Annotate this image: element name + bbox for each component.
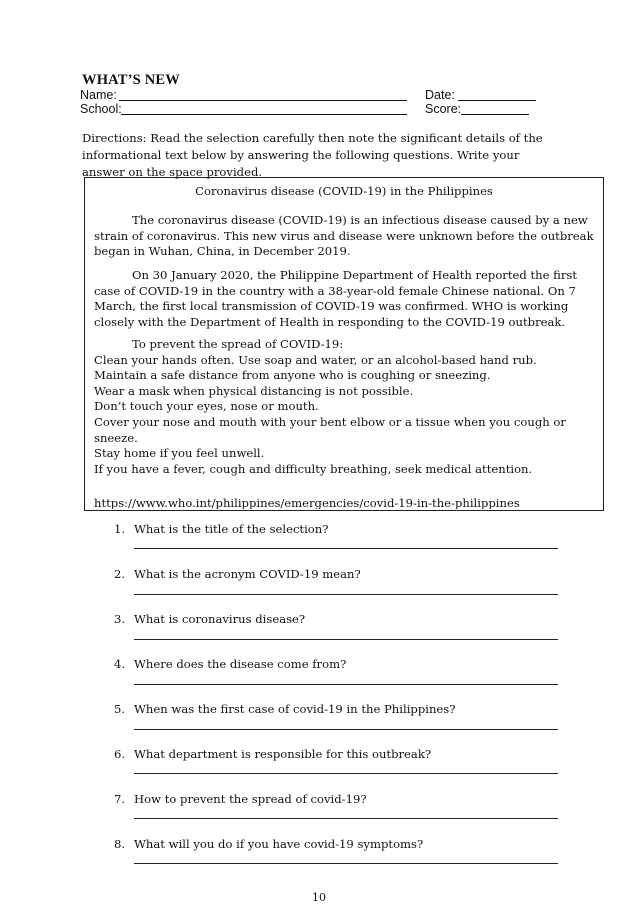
answer-line[interactable] [134, 863, 558, 864]
prevention-tip: Stay home if you feel unwell. [94, 446, 265, 461]
score-label: Score: [425, 102, 462, 116]
school-label: School: [80, 102, 122, 116]
question-text: What is the title of the selection? [134, 522, 329, 536]
answer-line[interactable] [134, 639, 558, 640]
prevention-tip: Wear a mask when physical distancing is not possible. [94, 383, 414, 398]
question-number: 3. [114, 612, 126, 626]
answer-line[interactable] [134, 594, 558, 595]
prevention-tip: Cover your nose and mouth with your bent elbow or a tissue when you cough or sneeze. [94, 414, 566, 445]
answer-line[interactable] [134, 818, 558, 819]
prevention-tip: Maintain a safe distance from anyone who is coughing or sneezing. [94, 368, 491, 383]
answer-line[interactable] [134, 773, 558, 774]
question-number: 5. [114, 702, 126, 716]
date-label: Date: [425, 88, 455, 102]
question-number: 2. [114, 567, 126, 581]
answer-line[interactable] [134, 548, 558, 549]
prevention-tip: Don’t touch your eyes, nose or mouth. [94, 399, 319, 414]
selection-paragraph-1: The coronavirus disease (COVID-19) is an infectious disease caused by a new strain of coronavirus. This new virus and disease were unknown before the outbreak began in Wuhan, China, in December 2019. [94, 213, 594, 259]
page-number: 10 [312, 891, 326, 904]
answer-line[interactable] [134, 729, 558, 730]
question-number: 4. [114, 657, 126, 671]
answer-line[interactable] [134, 684, 558, 685]
selection-paragraph-2: On 30 January 2020, the Philippine Department of Health reported the first case of COVID-19 in the country with a 38-year-old female Chinese national. On 7 March, the first local transmission of COVID-19 was confirmed. WHO is working closely with the Department of Health in responding to the COVID-19 outbreak. [94, 268, 578, 329]
question-text: What is the acronym COVID-19 mean? [134, 567, 361, 581]
question-text: How to prevent the spread of covid-19? [134, 792, 367, 806]
question-text: What department is responsible for this outbreak? [134, 747, 432, 761]
prevention-tip: Clean your hands often. Use soap and water, or an alcohol-based hand rub. [94, 352, 537, 367]
question-text: Where does the disease come from? [134, 657, 347, 671]
directions-text: Directions: Read the selection carefully then note the significant details of the informational text below by answering the following questions. Write your answer on the space provided. [82, 131, 543, 179]
question-text: What will you do if you have covid-19 symptoms? [134, 837, 424, 851]
question-number: 6. [114, 747, 126, 761]
question-text: What is coronavirus disease? [134, 612, 306, 626]
question-number: 1. [114, 522, 126, 536]
selection-title: Coronavirus disease (COVID-19) in the Philippines [195, 184, 493, 198]
name-label: Name: [80, 88, 117, 102]
section-heading: WHAT’S NEW [82, 72, 181, 88]
question-number: 8. [114, 837, 126, 851]
source-url: https://www.who.int/philippines/emergencies/covid-19-in-the-philippines [94, 496, 520, 509]
question-number: 7. [114, 792, 126, 806]
question-text: When was the first case of covid-19 in the Philippines? [134, 702, 456, 716]
prevention-tip: If you have a fever, cough and difficulty breathing, seek medical attention. [94, 461, 533, 476]
prevention-intro: To prevent the spread of COVID-19: [132, 337, 344, 351]
